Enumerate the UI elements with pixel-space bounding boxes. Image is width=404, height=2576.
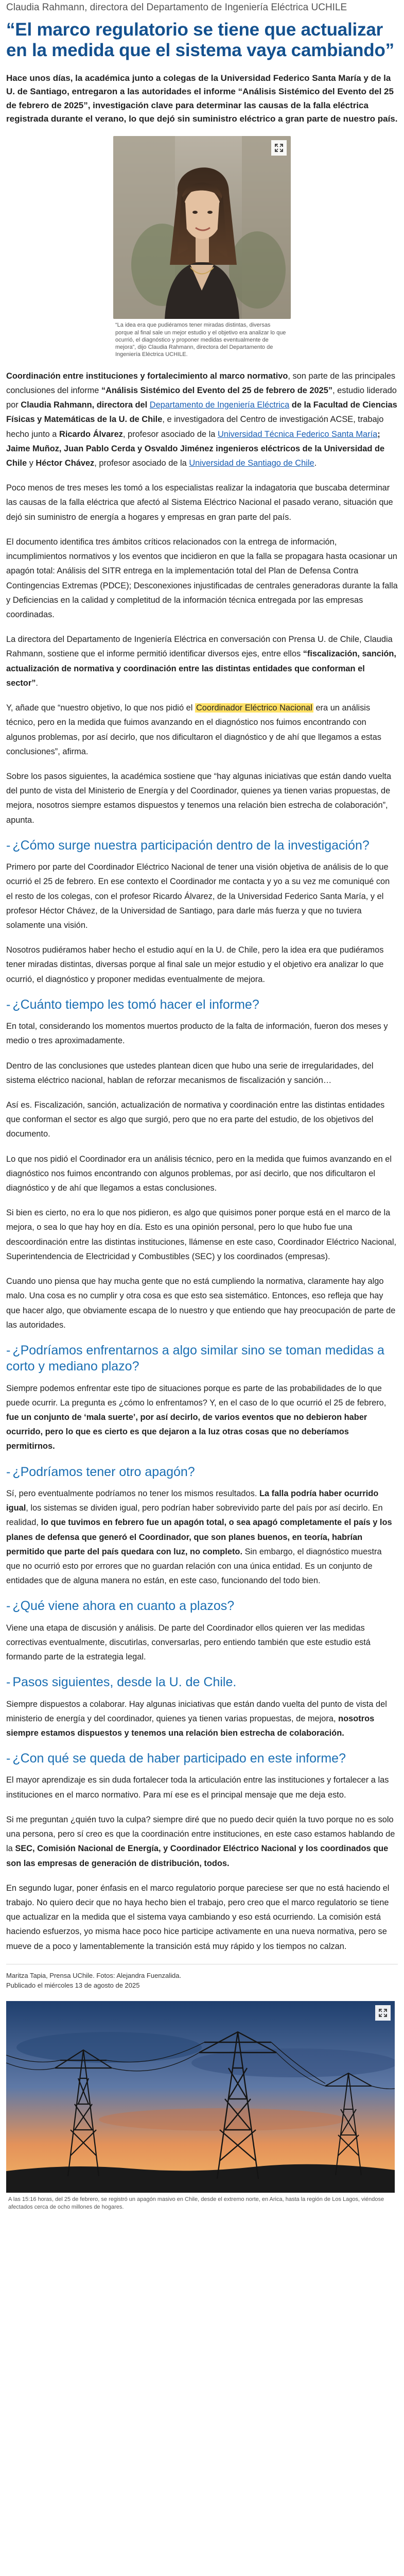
paragraph: En total, considerando los momentos muertos producto de la falta de información, fueron dos meses y medio o tres aproximadamente. bbox=[6, 1022, 388, 1046]
link-departamento-ingenieria-electrica[interactable]: Departamento de Ingeniería Eléctrica bbox=[149, 400, 290, 410]
paragraph: Viene una etapa de discusión y análisis. De parte del Coordinador ellos quieren ver las medidas correctivas eventualmente, discutirlas, conversarlas, pero entiendo también que este estudio está formando parte de la estrategia legal. bbox=[6, 1623, 371, 1662]
paragraph bbox=[6, 1697, 398, 1741]
section-heading bbox=[6, 1343, 398, 1375]
text: y bbox=[27, 459, 36, 468]
paragraph bbox=[6, 1812, 398, 1871]
text: , los sistemas se dividen igual, pero podrían haber sobrevivido parte del país por así decirlo. En realidad, bbox=[6, 1503, 383, 1528]
article-lead: Hace unos días, la académica junto a colegas de la Universidad Federico Santa María y de la U. de Santiago, entregaron a las autoridades el informe “Análisis Sistémico del Evento del 25 de febrero de 2025”, investigación clave para determinar las causas de la falla eléctrica registrada durante el verano, lo que dejó sin suministro eléctrico a gran parte de nuestro país. bbox=[6, 73, 398, 124]
paragraph bbox=[6, 1486, 398, 1588]
portrait-photo[interactable] bbox=[113, 136, 291, 319]
section-heading-text: ¿Con qué se queda de haber participado en este informe? bbox=[12, 1751, 346, 1766]
expand-icon bbox=[275, 144, 283, 152]
text: , profesor asociado de la bbox=[122, 429, 218, 439]
paragraph: El documento identifica tres ámbitos críticos relacionados con la entrega de información, incumplimientos normativos y los eventos que incidieron en que la falla se propagara hasta ocasionar un apagón total: Análisis del SITR entrega en la implementación total del Plan de Defensa Contra Contingencias Extremas (PDCE); Desconexiones injustificadas de centrales generadoras durante la falla y Deficiencias en la calidad y completitud de la información técnica entregada por las empresas coordinadas. bbox=[6, 537, 398, 619]
paragraph: Sobre los pasos siguientes, la académica sostiene que “hay algunas iniciativas que están dando vuelta del punto de vista del Ministerio de Energía y del Coordinador, quienes ya tienen varias propuestas, de mejora, nosotros siempre estamos dispuestos y tenemos una relación bien estrecha de colaboración”, apunta. bbox=[6, 771, 392, 825]
text-bold: “fiscalización, sanción, actualización de normativa y coordinación entre las distintas entidades que conforman el sector” bbox=[6, 649, 396, 688]
text-bold: La falla podría haber ocurrido igual bbox=[6, 1488, 379, 1513]
paragraph: Dentro de las conclusiones que ustedes plantean dicen que hubo una serie de irregularidades, del sistema eléctrico nacional, hablan de reforzar mecanismos de fiscalización y sanción… bbox=[6, 1061, 374, 1085]
byline: Maritza Tapia, Prensa UChile. Fotos: Alejandra Fuenzalida. bbox=[6, 1964, 398, 1981]
section-heading bbox=[6, 1751, 398, 1767]
paragraph: Nosotros pudiéramos haber hecho el estudio aquí en la U. de Chile, pero la idea era que pudiéramos tener miradas distintas, diversas porque al final sale un mejor estudio y el objetivo era analizar lo que ocurrió, el diagnóstico y proponer medidas eventualmente de mejora. bbox=[6, 945, 384, 984]
dash-icon: - bbox=[6, 1464, 11, 1479]
paragraph: Lo que nos pidió el Coordinador era un análisis técnico, pero en la medida que fuimos avanzando en el diagnóstico nos fuimos encontrando con algunos problemas, por así decirlo, que nos dificultaron el diagnóstico y de ahí que llegamos a estas conclusiones. bbox=[6, 1154, 392, 1193]
paragraph: Primero por parte del Coordinador Eléctrico Nacional de tener una visión objetiva de análisis de lo que ocurrió el 25 de febrero. En ese contexto el Coordinador me contacta y yo a su vez me comuniqué con el resto de los colegas, con el profesor Ricardo Álvarez, de la Universidad Federico Santa María, y el profesor Héctor Chávez, de la Universidad de Santiago, para darle más fuerza y que no tuviera solamente una visión. bbox=[6, 862, 390, 930]
paragraph bbox=[6, 632, 398, 690]
paragraph bbox=[6, 369, 398, 471]
text: , estudio liderado por bbox=[6, 385, 397, 410]
section-heading-text: ¿Podríamos enfrentarnos a algo similar sino se toman medidas a corto y mediano plazo? bbox=[6, 1343, 384, 1374]
expand-image-button[interactable] bbox=[271, 140, 287, 156]
towers-photo[interactable] bbox=[6, 2001, 395, 2193]
text-bold: “Análisis Sistémico del Evento del 25 de febrero de 2025” bbox=[101, 385, 333, 395]
section-heading bbox=[6, 1598, 398, 1614]
portrait-figure bbox=[113, 136, 291, 358]
towers-caption: A las 15:16 horas, del 25 de febrero, se registró un apagón masivo en Chile, desde el extremo norte, en Arica, hasta la región de Los Lagos, viéndose afectados cerca de ocho millones de hogares. bbox=[8, 2196, 384, 2210]
section-heading bbox=[6, 1464, 398, 1480]
text-bold: Jaime Muñoz, Juan Pablo Cerda y Osvaldo Jiménez ingenieros eléctricos de la Universidad de Chile bbox=[6, 444, 385, 468]
dash-icon: - bbox=[6, 1343, 11, 1358]
text-bold: Ricardo Álvarez bbox=[59, 429, 123, 439]
towers-figure bbox=[6, 2001, 395, 2215]
text: Sí, pero eventualmente podríamos no tener los mismos resultados. bbox=[6, 1488, 259, 1498]
section-heading bbox=[6, 838, 398, 854]
text: , profesor asociado de la bbox=[94, 459, 189, 468]
text: Siempre podemos enfrentar este tipo de situaciones porque es parte de las probabilidades de lo que puede ocurrir. La pregunta es ¿cómo lo enfrentamos? Y, en el caso de lo que ocurrió el 25 de febrero, bbox=[6, 1383, 387, 1408]
text: La directora del Departamento de Ingeniería Eléctrica en conversación con Prensa U. de Chile, Claudia Rahmann, sostiene que el informe permitió identificar diversos ejes, entre ellos bbox=[6, 635, 393, 659]
expand-icon bbox=[379, 2009, 387, 2017]
section-heading-text: ¿Qué viene ahora en cuanto a plazos? bbox=[12, 1599, 235, 1614]
towers-image bbox=[6, 2001, 395, 2193]
text: Sin embargo, el diagnóstico muestra que no ocurrió esto por errores que no guardan relación con una única entidad. Es un conjunto de entidades que de alguna manera no están, en este caso, funcionando del todo bien. bbox=[6, 1547, 382, 1586]
text: . bbox=[314, 459, 317, 468]
article-kicker: Claudia Rahmann, directora del Departamento de Ingeniería Eléctrica UCHILE bbox=[6, 2, 347, 13]
text-bold: lo que tuvimos en febrero fue un apagón total, o sea apagó completamente el país y los planes de defensa que generó el Coordinador, que son planes buenos, en teoría, habrían permitido que parte del país quedara con luz, no completo. bbox=[6, 1518, 392, 1556]
paragraph: Si bien es cierto, no era lo que nos pidieron, es algo que quisimos poner porque está en el marco de la mejora, o sea lo que hay hoy en día. Esto es una opinión personal, pero lo que hubo fue una descoordinación entre las distintas instituciones, llámense en este caso, Coordinador Eléctrico Nacional, Superintendencia de Electricidad y Combustibles (SEC) y los coordinados (empresas). bbox=[6, 1208, 397, 1261]
publish-date: Publicado el miércoles 13 de agosto de 2025 bbox=[6, 1981, 140, 1990]
text: Si me preguntan ¿quién tuvo la culpa? siempre diré que no puedo decir quién la tuvo porque no es solo una persona, pero sí creo es que la coordinación entre instituciones, en este caso estamos hablando de la bbox=[6, 1815, 395, 1854]
text-bold: Facultad de Ciencias Físicas y Matemáticas de la U. de Chile bbox=[6, 400, 397, 425]
text: , e investigadora del Centro de investigación ACSE, trabajo hecho junto a bbox=[6, 415, 384, 439]
portrait-image bbox=[113, 136, 291, 319]
portrait-caption: “La idea era que pudiéramos tener miradas distintas, diversas porque al final sale un mejor estudio y el objetivo era analizar lo que ocurrió, el diagnóstico y proponer medidas eventualmente de mejora”, dijo Claudia Rahmann, directora del Departamento de Ingeniería Eléctrica UCHILE. bbox=[115, 322, 286, 358]
section-heading-text: ¿Podríamos tener otro apagón? bbox=[12, 1464, 195, 1479]
paragraph: Cuando uno piensa que hay mucha gente que no está cumpliendo la normativa, claramente hay algo malo. Una cosa es no cumplir y otra cosa es que esto sea sistemático. Entonces, eso refleja que hay que hacer algo, que obviamente escapa de lo nuestro y que entiendo que hay preocupación de parte de las autoridades. bbox=[6, 1277, 396, 1330]
text-bold: SEC, Comisión Nacional de Energía, y Coordinador Eléctrico Nacional y los coordinados que son las empresas de generación de distribución, todos. bbox=[6, 1844, 389, 1868]
paragraph bbox=[6, 1381, 398, 1454]
dash-icon: - bbox=[6, 1599, 11, 1614]
text-bold: ; bbox=[377, 429, 380, 439]
link-utfsm[interactable]: Universidad Técnica Federico Santa María bbox=[217, 429, 378, 439]
article-title: “El marco regulatorio se tiene que actualizar en la medida que el sistema vaya cambiando” bbox=[6, 19, 394, 61]
text-bold: de la bbox=[289, 400, 313, 410]
text: era un análisis técnico, pero en la medida que fuimos avanzando en el diagnóstico nos fuimos encontrando con algunos problemas, por así decirlo, que nos dificultaron el diagnóstico y de ahí que llegamos a estas conclusiones”, afirma. bbox=[6, 703, 381, 756]
text: Siempre dispuestos a colaborar. Hay algunas iniciativas que están dando vuelta del punto de vista del ministerio de energía y del coordinador, quienes ya tienen varias propuestas, de mejora, bbox=[6, 1699, 387, 1723]
section-heading-text: Pasos siguientes, desde la U. de Chile. bbox=[12, 1675, 237, 1690]
dash-icon: - bbox=[6, 838, 11, 853]
text: . bbox=[36, 678, 38, 688]
text-bold: Héctor Chávez bbox=[36, 459, 95, 468]
section-heading-text: ¿Cuánto tiempo les tomó hacer el informe? bbox=[12, 997, 259, 1012]
expand-image-button[interactable] bbox=[375, 2005, 391, 2021]
text: Y, añade que “nuestro objetivo, lo que nos pidió el bbox=[6, 703, 195, 713]
text-bold: Coordinación entre instituciones y fortalecimiento al marco normativo bbox=[6, 371, 288, 381]
text-bold: nosotros siempre estamos dispuestos y tenemos una relación bien estrecha de colaboración. bbox=[6, 1714, 375, 1738]
text-bold: fue un conjunto de ‘mala suerte’, por así decirlo, de varios eventos que no debieron haber ocurrido, pero lo que es cierto es que dejaron a la luz otras cosas que no deberíamos permitirnos. bbox=[6, 1412, 367, 1451]
paragraph: Poco menos de tres meses les tomó a los especialistas realizar la indagatoria que buscaba determinar las causas de la falla eléctrica que afectó al Sistema Eléctrico Nacional el pasado verano, situación que dejó sin suministro de energía a hogares y empresas en gran parte del país. bbox=[6, 483, 393, 522]
paragraph: Así es. Fiscalización, sanción, actualización de normativa y coordinación entre las distintas entidades que conforman el sector es algo que surgió, pero que no era parte del estudio, de los objetivos del documento. bbox=[6, 1100, 385, 1139]
section-heading bbox=[6, 1674, 398, 1690]
text-bold: Claudia Rahmann, directora del bbox=[21, 400, 150, 410]
dash-icon: - bbox=[6, 1751, 11, 1766]
dash-icon: - bbox=[6, 997, 11, 1012]
text: , son parte de las principales conclusiones del informe bbox=[6, 371, 396, 395]
paragraph: El mayor aprendizaje es sin duda fortalecer toda la articulación entre las instituciones y fortalecer a las instituciones en el marco normativo. Para mí ese es el principal mensaje que me deja esto. bbox=[6, 1775, 389, 1800]
dash-icon: - bbox=[6, 1675, 11, 1690]
highlight-coordinador: Coordinador Eléctrico Nacional bbox=[196, 703, 312, 713]
paragraph: En segundo lugar, poner énfasis en el marco regulatorio porque pareciese ser que no está haciendo el trabajo. No quiero decir que no haya hecho bien el trabajo, pero creo que el marco regulatorio se tiene que actualizar en la medida que el sistema vaya cambiando y eso está ocurriendo. La comisión está haciendo esfuerzos, yo misma hace poco hice participe activamente en una nueva normativa, pero se mueve de a poco y lamentablemente la transición está muy rápido y los tiempos no calzan. bbox=[6, 1883, 390, 1951]
paragraph bbox=[6, 701, 398, 759]
section-heading bbox=[6, 997, 398, 1013]
link-usach[interactable]: Universidad de Santiago de Chile bbox=[189, 459, 314, 468]
section-heading-text: ¿Cómo surge nuestra participación dentro de la investigación? bbox=[12, 838, 370, 853]
